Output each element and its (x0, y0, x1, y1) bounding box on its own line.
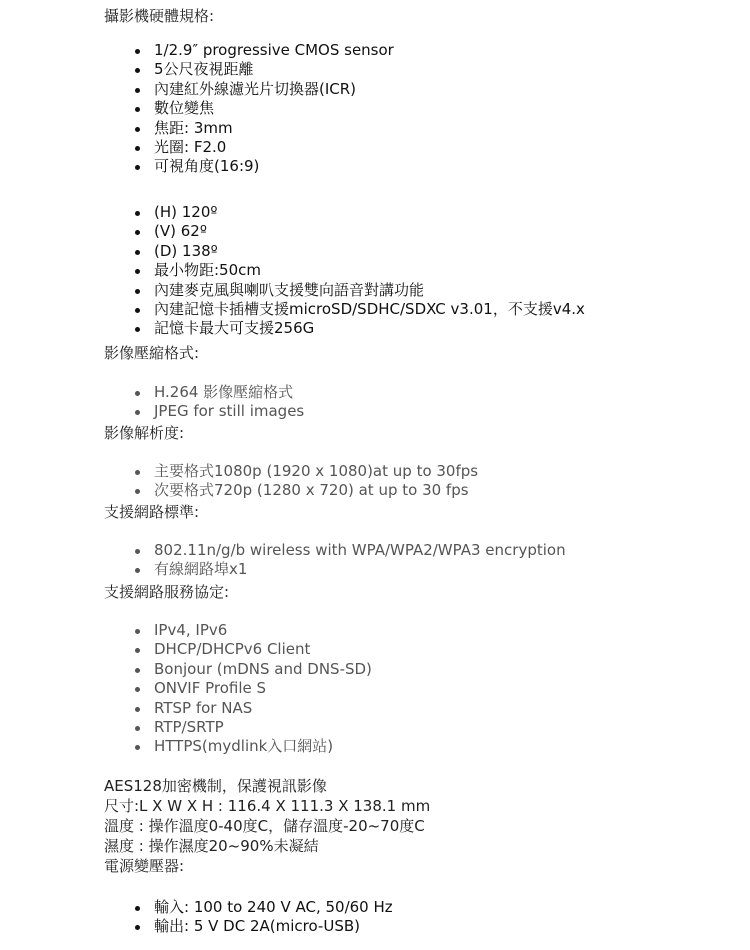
resolution-heading: 影像解析度: (104, 424, 185, 442)
list-item: 內建紅外線濾光片切換器(ICR) (104, 80, 394, 99)
compression-heading: 影像壓縮格式: (104, 344, 200, 362)
power-list (104, 898, 393, 937)
hardware-list (104, 41, 394, 177)
list-item: RTSP for NAS (104, 699, 372, 718)
protocols-list (104, 621, 372, 757)
humidity-text: 濕度 : 操作濕度20~90%未凝結 (104, 837, 319, 855)
list-item: 1/2.9″ progressive CMOS sensor (104, 41, 394, 60)
dimensions-text: 尺寸:L X W X H : 116.4 X 111.3 X 138.1 mm (104, 797, 431, 815)
list-item: 內建記憶卡插槽支援microSD/SDHC/SDXC v3.01，不支援v4.x (104, 300, 585, 319)
list-item: 可視角度(16:9) (104, 157, 394, 176)
list-item: ONVIF Profile S (104, 679, 372, 698)
resolution-list (104, 462, 478, 501)
list-item: 主要格式1080p (1920 x 1080)at up to 30fps (104, 462, 478, 481)
list-item: 最小物距:50cm (104, 261, 585, 280)
list-item: 802.11n/g/b wireless with WPA/WPA2/WPA3 encryption (104, 541, 566, 560)
compression-list (104, 383, 304, 422)
hardware-heading: 攝影機硬體規格: (104, 7, 215, 25)
power-heading: 電源變壓器: (104, 857, 185, 875)
list-item: 次要格式720p (1280 x 720) at up to 30 fps (104, 481, 478, 500)
list-item: (H) 120º (104, 203, 585, 222)
protocols-heading: 支援網路服務協定: (104, 583, 230, 601)
network-heading: 支援網路標準: (104, 503, 200, 521)
network-list (104, 541, 566, 580)
list-item: H.264 影像壓縮格式 (104, 383, 304, 402)
list-item: (V) 62º (104, 222, 585, 241)
list-item: 數位變焦 (104, 99, 394, 118)
list-item: 光圈: F2.0 (104, 138, 394, 157)
list-item: 輸入: 100 to 240 V AC, 50/60 Hz (104, 898, 393, 917)
encryption-text: AES128加密機制，保護視訊影像 (104, 777, 327, 795)
list-item: HTTPS(mydlink入口網站) (104, 737, 372, 756)
temperature-text: 溫度 : 操作溫度0-40度C，儲存溫度-20~70度C (104, 817, 425, 835)
list-item: 5公尺夜視距離 (104, 60, 394, 79)
list-item: 輸出: 5 V DC 2A(micro-USB) (104, 917, 393, 936)
list-item: DHCP/DHCPv6 Client (104, 640, 372, 659)
list-item: Bonjour (mDNS and DNS-SD) (104, 660, 372, 679)
list-item: RTP/SRTP (104, 718, 372, 737)
angle-list (104, 203, 585, 339)
list-item: 焦距: 3mm (104, 119, 394, 138)
list-item: JPEG for still images (104, 402, 304, 421)
list-item: 有線網路埠x1 (104, 560, 566, 579)
misc-specs (104, 776, 430, 876)
list-item: (D) 138º (104, 242, 585, 261)
list-item: 記憶卡最大可支援256G (104, 319, 585, 338)
list-item: IPv4, IPv6 (104, 621, 372, 640)
list-item: 內建麥克風與喇叭支援雙向語音對講功能 (104, 281, 585, 300)
